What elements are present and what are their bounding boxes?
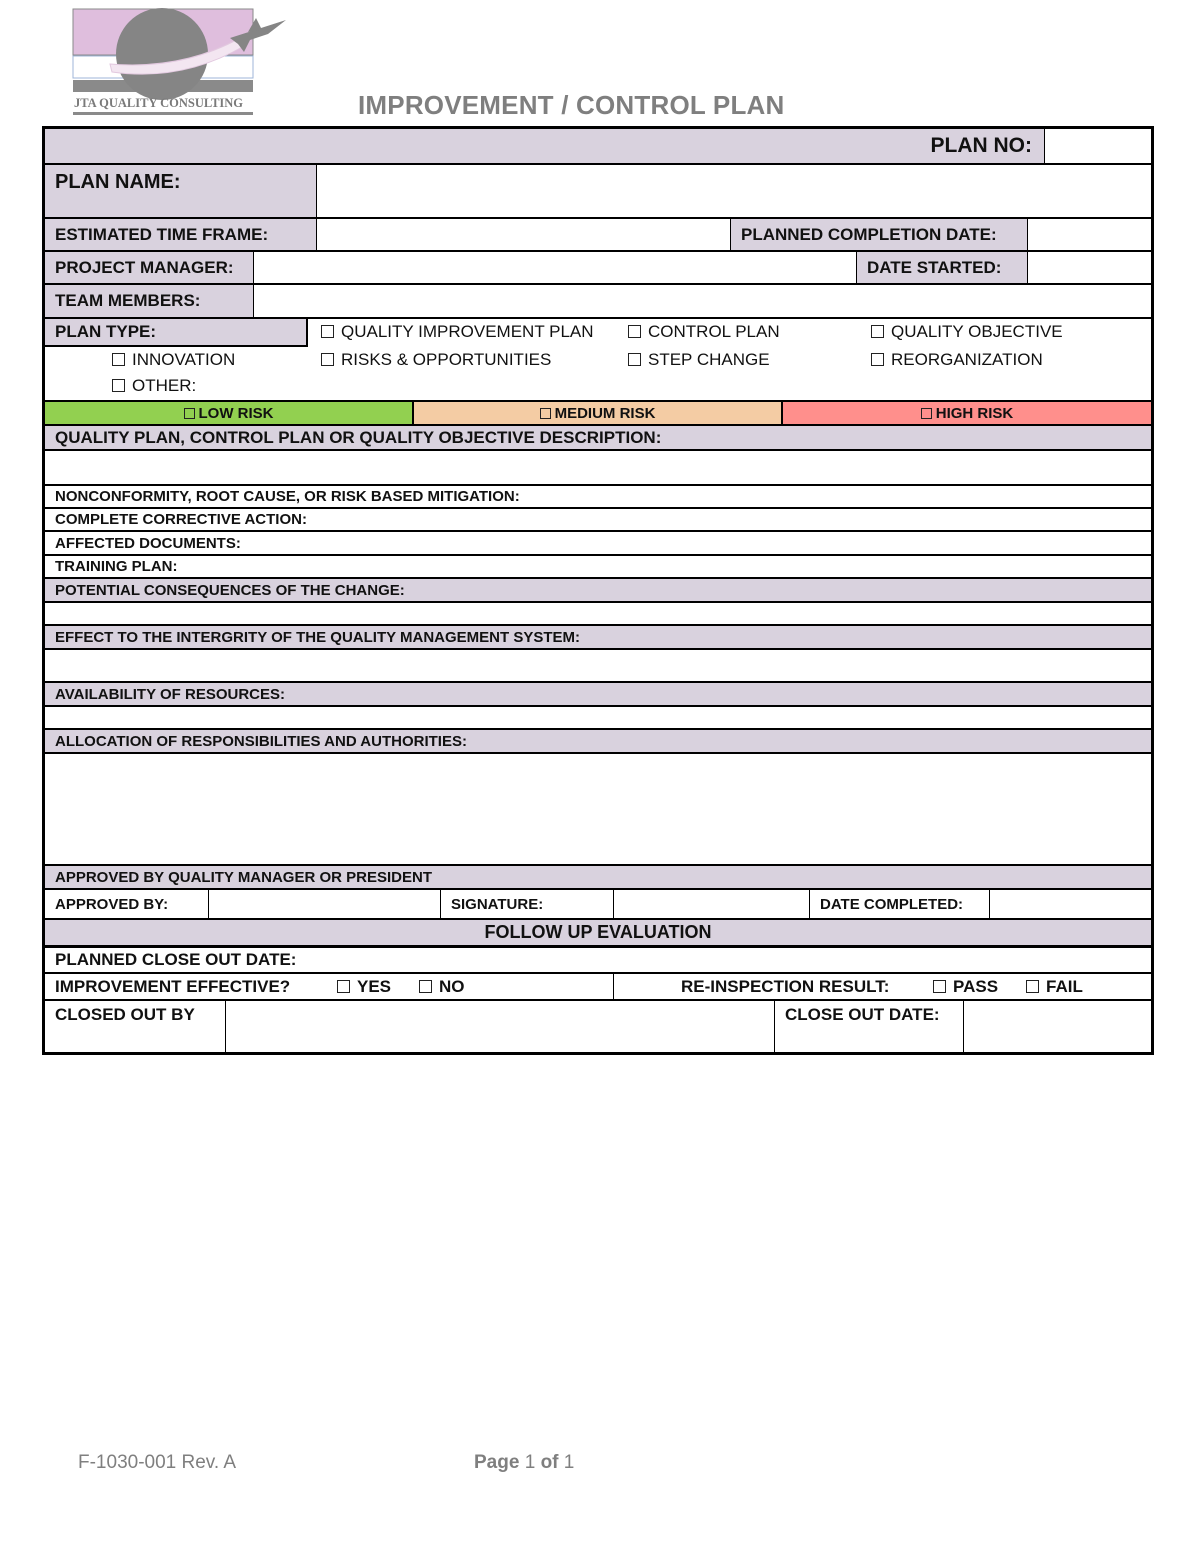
- checkbox-icon: [337, 980, 350, 993]
- signature-label: SIGNATURE:: [441, 890, 614, 918]
- project-manager-label: PROJECT MANAGER:: [45, 252, 254, 283]
- checkbox-icon: [184, 408, 195, 419]
- plan-no-field[interactable]: [1045, 129, 1151, 163]
- team-members-row: [45, 285, 1151, 319]
- checkbox-icon: [628, 325, 641, 338]
- date-completed-label: DATE COMPLETED:: [810, 890, 990, 918]
- close-out-date-field[interactable]: [964, 1001, 1151, 1052]
- planned-close-out-field[interactable]: PLANNED CLOSE OUT DATE:: [45, 948, 1151, 972]
- risk-low-option[interactable]: LOW RISK: [45, 402, 414, 424]
- page-number: Page 1 of 1: [474, 1452, 575, 1473]
- plan-type-option[interactable]: QUALITY IMPROVEMENT PLAN: [321, 322, 594, 342]
- estimated-time-frame-field[interactable]: [317, 219, 731, 250]
- date-completed-field[interactable]: [990, 890, 1151, 918]
- plan-name-label: PLAN NAME:: [45, 165, 317, 217]
- estimated-time-frame-label: ESTIMATED TIME FRAME:: [45, 219, 317, 250]
- signature-field[interactable]: [614, 890, 810, 918]
- team-members-field[interactable]: [254, 285, 1151, 317]
- plan-type-option[interactable]: STEP CHANGE: [628, 350, 770, 370]
- plan-form: [42, 126, 1154, 1055]
- approved-by-field[interactable]: [209, 890, 441, 918]
- plan-no-label: PLAN NO:: [45, 129, 1045, 163]
- affected-documents-field[interactable]: AFFECTED DOCUMENTS:: [45, 532, 1151, 554]
- plan-no-row: [45, 129, 1151, 165]
- date-started-field[interactable]: [1028, 252, 1151, 283]
- improvement-effective-label: IMPROVEMENT EFFECTIVE?: [55, 976, 291, 996]
- checkbox-icon: [419, 980, 432, 993]
- project-manager-row: [45, 252, 1151, 285]
- improvement-yes-option[interactable]: YES: [337, 977, 391, 997]
- date-started-label: DATE STARTED:: [857, 252, 1028, 283]
- close-out-date-label: CLOSE OUT DATE:: [775, 1001, 964, 1052]
- time-frame-row: [45, 219, 1151, 252]
- reinspection-label: RE-INSPECTION RESULT:: [681, 976, 890, 996]
- checkbox-icon: [321, 325, 334, 338]
- consequences-field[interactable]: [45, 603, 1151, 624]
- plan-type-option[interactable]: INNOVATION: [112, 350, 235, 370]
- plan-type-option[interactable]: QUALITY OBJECTIVE: [871, 322, 1063, 342]
- checkbox-icon: [871, 353, 884, 366]
- approval-header: APPROVED BY QUALITY MANAGER OR PRESIDENT: [45, 866, 1151, 888]
- checkbox-icon: [871, 325, 884, 338]
- plan-type-option[interactable]: RISKS & OPPORTUNITIES: [321, 350, 551, 370]
- checkbox-icon: [1026, 980, 1039, 993]
- risk-high-option[interactable]: HIGH RISK: [783, 402, 1151, 424]
- reinspection-fail-option[interactable]: FAIL: [1026, 977, 1083, 997]
- integrity-field[interactable]: [45, 650, 1151, 681]
- form-number: F-1030-001 Rev. A: [78, 1452, 237, 1473]
- planned-completion-date-label: PLANNED COMPLETION DATE:: [731, 219, 1028, 250]
- checkbox-icon: [112, 353, 125, 366]
- follow-up-header: FOLLOW UP EVALUATION: [45, 920, 1151, 945]
- effectiveness-row: [45, 974, 1151, 1001]
- reinspection-group: [614, 974, 1151, 999]
- description-field[interactable]: [45, 451, 1151, 484]
- responsibilities-label: ALLOCATION OF RESPONSIBILITIES AND AUTHORITIES:: [45, 730, 1151, 752]
- plan-type-row: [45, 319, 1151, 402]
- checkbox-icon: [321, 353, 334, 366]
- reinspection-pass-option[interactable]: PASS: [933, 977, 998, 997]
- plan-name-row: [45, 165, 1151, 219]
- risk-medium-option[interactable]: MEDIUM RISK: [414, 402, 783, 424]
- checkbox-icon: [540, 408, 551, 419]
- plan-type-label: PLAN TYPE:: [45, 319, 308, 347]
- approved-by-label: APPROVED BY:: [45, 890, 209, 918]
- plan-type-option[interactable]: REORGANIZATION: [871, 350, 1043, 370]
- resources-label: AVAILABILITY OF RESOURCES:: [45, 683, 1151, 705]
- team-members-label: TEAM MEMBERS:: [45, 285, 254, 317]
- svg-text:JTA QUALITY CONSULTING: JTA QUALITY CONSULTING: [74, 96, 244, 110]
- responsibilities-field[interactable]: [45, 754, 1151, 864]
- closed-out-by-label: CLOSED OUT BY: [45, 1001, 226, 1052]
- plan-name-field[interactable]: [317, 165, 1151, 217]
- training-plan-field[interactable]: TRAINING PLAN:: [45, 556, 1151, 577]
- checkbox-icon: [628, 353, 641, 366]
- integrity-label: EFFECT TO THE INTERGRITY OF THE QUALITY MANAGEMENT SYSTEM:: [45, 626, 1151, 648]
- checkbox-icon: [933, 980, 946, 993]
- checkbox-icon: [112, 379, 125, 392]
- project-manager-field[interactable]: [254, 252, 857, 283]
- improvement-effective-group: [45, 974, 614, 999]
- planned-completion-date-field[interactable]: [1028, 219, 1151, 250]
- document-title: IMPROVEMENT / CONTROL PLAN: [358, 90, 785, 120]
- risk-level-row: [45, 402, 1151, 426]
- approval-row: [45, 890, 1151, 920]
- plan-type-option-other[interactable]: OTHER:: [112, 376, 196, 396]
- resources-field[interactable]: [45, 707, 1151, 728]
- closed-out-by-field[interactable]: [226, 1001, 775, 1052]
- improvement-no-option[interactable]: NO: [419, 977, 465, 997]
- close-out-row: [45, 1001, 1151, 1052]
- checkbox-icon: [921, 408, 932, 419]
- plan-type-option[interactable]: CONTROL PLAN: [628, 322, 780, 342]
- description-label: QUALITY PLAN, CONTROL PLAN OR QUALITY OBJECTIVE DESCRIPTION:: [45, 426, 1151, 449]
- nonconformity-field[interactable]: NONCONFORMITY, ROOT CAUSE, OR RISK BASED MITIGATION:: [45, 486, 1151, 507]
- company-logo: [72, 8, 288, 118]
- consequences-label: POTENTIAL CONSEQUENCES OF THE CHANGE:: [45, 579, 1151, 601]
- corrective-action-field[interactable]: COMPLETE CORRECTIVE ACTION:: [45, 509, 1151, 530]
